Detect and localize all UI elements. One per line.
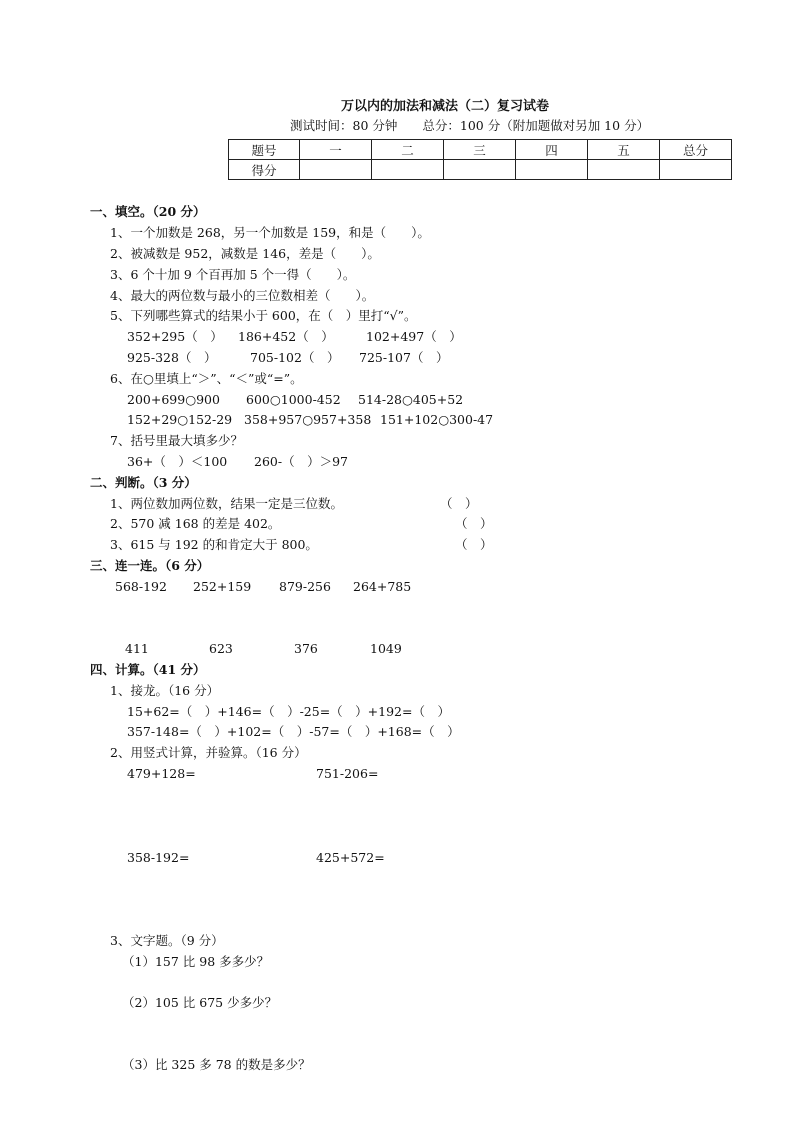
section-3-heading: 三、连一连。（6 分）	[90, 558, 210, 573]
score-table-cell: 五	[588, 140, 660, 160]
match-top-expression[interactable]: 879-256	[279, 579, 331, 594]
s1-q6-item: 600○1000-452	[246, 392, 341, 407]
section-1-heading: 一、填空。（20 分）	[90, 204, 206, 219]
s1-question-6: 6、在○里填上“＞”、“＜”或“=”。	[110, 371, 303, 386]
section-4-heading: 四、计算。（41 分）	[90, 662, 206, 677]
score-table-cell: 二	[372, 140, 444, 160]
s4-question-1: 1、接龙。（16 分）	[110, 683, 220, 698]
vertical-calc: 425+572=	[316, 850, 385, 865]
word-problem: （2）105 比 675 少多少？	[122, 995, 278, 1010]
score-input-cell[interactable]	[372, 160, 444, 180]
score-table-cell: 题号	[229, 140, 300, 160]
word-problem: （3）比 325 多 78 的数是多少？	[122, 1057, 311, 1072]
s2-question-3: 3、615 与 192 的和肯定大于 800。	[110, 537, 318, 552]
score-table-cell: 一	[300, 140, 372, 160]
s1-q6-item: 152+29○152-29	[127, 412, 233, 427]
score-input-cell[interactable]	[300, 160, 372, 180]
s1-question-4: 4、最大的两位数与最小的三位数相差（ ）。	[110, 288, 375, 303]
s4-question-2: 2、用竖式计算，并验算。（16 分）	[110, 745, 307, 760]
score-table-cell: 总分	[660, 140, 732, 160]
s1-q6-item: 151+102○300-47	[380, 412, 494, 427]
score-input-cell[interactable]	[588, 160, 660, 180]
s2-answer-blank[interactable]: （ ）	[455, 516, 493, 531]
s1-q5-item: 705-102（ ）	[250, 350, 340, 365]
s4-question-3: 3、文字题。（9 分）	[110, 933, 224, 948]
score-input-cell[interactable]	[660, 160, 732, 180]
score-table	[228, 139, 732, 180]
s1-q6-item: 514-28○405+52	[358, 392, 464, 407]
s2-question-1: 1、两位数加两位数，结果一定是三位数。	[110, 496, 343, 511]
score-row-label: 得分	[229, 160, 300, 180]
match-bottom-value[interactable]: 623	[209, 641, 233, 656]
s1-q7-item: 260-（ ）＞97	[254, 454, 348, 469]
match-bottom-value[interactable]: 411	[125, 641, 149, 656]
match-top-expression[interactable]: 568-192	[115, 579, 167, 594]
s1-q5-item: 352+295（ ）	[127, 329, 223, 344]
match-top-expression[interactable]: 252+159	[193, 579, 252, 594]
s1-question-1: 1、一个加数是 268，另一个加数是 159，和是（ ）。	[110, 225, 430, 240]
score-table-score-row	[229, 160, 732, 180]
page-title: 万以内的加法和减法（二）复习试卷	[340, 99, 549, 114]
score-table-cell: 三	[444, 140, 516, 160]
s1-q5-item: 102+497（ ）	[366, 329, 462, 344]
page-subtitle: 测试时间：80 分钟 总分：100 分（附加题做对另加 10 分）	[290, 118, 650, 133]
vertical-calc: 479+128=	[127, 766, 196, 781]
score-input-cell[interactable]	[444, 160, 516, 180]
s1-q7-item: 36+（ ）＜100	[127, 454, 228, 469]
s1-q5-item: 725-107（ ）	[359, 350, 449, 365]
s1-question-2: 2、被减数是 952，减数是 146，差是（ ）。	[110, 246, 380, 261]
s1-question-3: 3、6 个十加 9 个百再加 5 个一得（ ）。	[110, 267, 356, 282]
match-bottom-value[interactable]: 376	[294, 641, 318, 656]
score-input-cell[interactable]	[516, 160, 588, 180]
s1-question-5: 5、下列哪些算式的结果小于 600，在（ ）里打“√”。	[110, 308, 417, 323]
s1-q5-item: 186+452（ ）	[238, 329, 334, 344]
score-table-cell: 四	[516, 140, 588, 160]
chain-row-1: 15+62=（ ）+146=（ ）-25=（ ）+192=（ ）	[127, 704, 450, 719]
chain-row-2: 357-148=（ ）+102=（ ）-57=（ ）+168=（ ）	[127, 724, 460, 739]
section-2-heading: 二、判断。（3 分）	[90, 475, 197, 490]
s2-question-2: 2、570 减 168 的差是 402。	[110, 516, 281, 531]
s1-question-7: 7、括号里最大填多少？	[110, 433, 243, 448]
s2-answer-blank[interactable]: （ ）	[455, 537, 493, 552]
s1-q6-item: 200+699○900	[127, 392, 220, 407]
vertical-calc: 751-206=	[316, 766, 379, 781]
s2-answer-blank[interactable]: （ ）	[440, 496, 478, 511]
s1-q5-item: 925-328（ ）	[127, 350, 217, 365]
score-table-header-row	[229, 140, 732, 160]
word-problem: （1）157 比 98 多多少？	[122, 954, 270, 969]
vertical-calc: 358-192=	[127, 850, 190, 865]
match-bottom-value[interactable]: 1049	[370, 641, 402, 656]
match-top-expression[interactable]: 264+785	[353, 579, 412, 594]
s1-q6-item: 358+957○957+358	[244, 412, 372, 427]
